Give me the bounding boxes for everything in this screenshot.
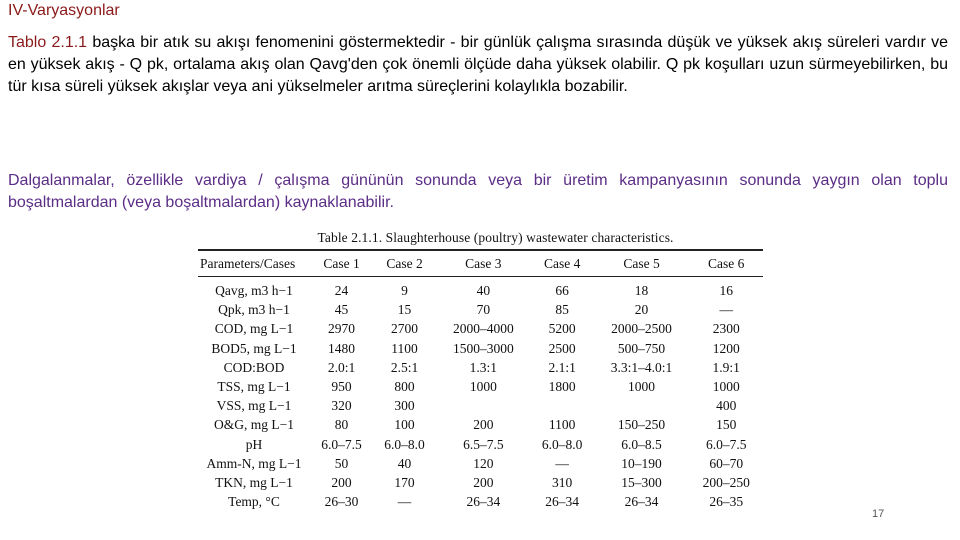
value-cell: 200 — [473, 474, 494, 490]
value-cell: 40 — [476, 283, 491, 299]
table-row — [198, 492, 763, 511]
header-cell: Case 4 — [531, 250, 594, 277]
value-cell: 15 — [397, 302, 412, 318]
value-cell: 200–250 — [702, 474, 750, 490]
header-cell: Case 3 — [436, 250, 531, 277]
value-cell: 45 — [334, 302, 349, 318]
section-heading: IV-Varyasyonlar — [8, 2, 120, 19]
value-cell: 2500 — [548, 340, 576, 356]
value-cell: 150–250 — [617, 417, 666, 433]
value-cell: 15–300 — [621, 474, 662, 490]
value-cell: 400 — [716, 398, 737, 414]
value-cell: 100 — [394, 417, 415, 433]
value-cell: 2000–2500 — [611, 321, 672, 337]
value-cell: 40 — [397, 455, 412, 471]
value-cell: 9 — [401, 283, 408, 299]
value-cell: 1500–3000 — [452, 340, 514, 356]
table-reference: Tablo 2.1.1 — [8, 34, 88, 51]
value-cell: 6.0–8.0 — [541, 436, 583, 452]
value-cell: 6.5–7.5 — [463, 436, 504, 452]
value-cell: — — [719, 302, 733, 318]
value-cell: 1100 — [548, 417, 576, 433]
table-header-row — [198, 250, 763, 277]
value-cell: — — [555, 455, 569, 471]
table-body — [198, 277, 763, 512]
table-row — [198, 319, 763, 338]
value-cell: 170 — [394, 474, 415, 490]
table-row — [198, 377, 763, 396]
value-cell: 26–34 — [545, 494, 580, 510]
value-cell: 6.0–8.5 — [621, 436, 662, 452]
value-cell: 320 — [331, 398, 352, 414]
value-cell: 26–30 — [324, 494, 359, 510]
value-cell: 70 — [476, 302, 491, 318]
value-cell: 1800 — [548, 379, 576, 395]
value-cell: 5200 — [548, 321, 576, 337]
value-cell: 200 — [331, 474, 352, 490]
value-cell: 18 — [634, 283, 649, 299]
parameter-cell: TKN, mg L−1 — [215, 474, 293, 490]
value-cell: 1200 — [712, 340, 740, 356]
table-row — [198, 396, 763, 415]
header-cell: Case 6 — [689, 250, 763, 277]
table-row — [198, 435, 763, 454]
value-cell — [531, 396, 594, 415]
value-cell: 1000 — [712, 379, 740, 395]
table-row — [198, 339, 763, 358]
header-cell: Case 2 — [373, 250, 436, 277]
header-cell: Parameters/Cases — [198, 250, 310, 277]
value-cell: 80 — [334, 417, 349, 433]
value-cell: 2.5:1 — [390, 359, 419, 375]
value-cell: 85 — [555, 302, 569, 318]
parameter-cell: Qavg, m3 h−1 — [215, 283, 293, 299]
value-cell: 200 — [473, 417, 494, 433]
parameter-cell: COD, mg L−1 — [214, 321, 294, 337]
paragraph-fluctuations: Dalgalanmalar, özellikle vardiya / çalışma gününün sonunda veya bir üretim kampanyasının sonunda yaygın olan toplu boşaltmalardan (veya boşaltmalardan) kaynaklanabilir. — [8, 172, 948, 211]
table-row — [198, 358, 763, 377]
paragraph-text: başka bir atık su akışı fenomenini göstermektedir - bir günlük çalışma sırasında düşük ve yüksek akış süreleri vardır ve en yüksek akış - Q pk, ortalama akış olan Qavg'den çok önemli ölçüde daha yüksek olabilir. Q pk koşulları uzun sürmeyebilirken, bu tür kısa süreli yüksek akışlar veya ani yükselmeler arıtma süreçlerini kolaylıkla bozabilir. — [8, 34, 949, 95]
value-cell: 2700 — [391, 321, 419, 337]
value-cell: 2000–4000 — [452, 321, 514, 337]
value-cell: 300 — [394, 398, 415, 414]
table-row — [198, 415, 763, 434]
wastewater-table — [198, 249, 763, 511]
value-cell: 60–70 — [709, 455, 744, 471]
value-cell: 800 — [394, 379, 415, 395]
value-cell: 2300 — [712, 321, 740, 337]
value-cell: 6.0–7.5 — [705, 436, 747, 452]
value-cell: 66 — [555, 283, 569, 299]
value-cell: 2970 — [328, 321, 356, 337]
value-cell: 500–750 — [617, 340, 666, 356]
value-cell: 50 — [334, 455, 349, 471]
value-cell: 26–35 — [709, 494, 744, 510]
value-cell: 1.3:1 — [469, 359, 498, 375]
value-cell: 10–190 — [621, 455, 662, 471]
value-cell: 1000 — [469, 379, 497, 395]
parameter-cell: Amm-N, mg L−1 — [206, 455, 302, 471]
value-cell: 1100 — [391, 340, 418, 356]
value-cell: 1480 — [328, 340, 356, 356]
value-cell: 20 — [634, 302, 649, 318]
value-cell: 310 — [552, 474, 573, 490]
paragraph-table-description — [8, 32, 948, 98]
value-cell: 6.0–7.5 — [321, 436, 362, 452]
parameter-cell: BOD5, mg L−1 — [211, 340, 297, 356]
parameter-cell: pH — [245, 436, 263, 452]
header-cell: Case 1 — [310, 250, 373, 277]
value-cell — [436, 396, 531, 415]
wastewater-table-figure — [198, 229, 763, 511]
value-cell: 6.0–8.0 — [384, 436, 425, 452]
parameter-cell: Temp, °C — [228, 494, 280, 510]
value-cell: 2.1:1 — [548, 359, 576, 375]
value-cell: 120 — [473, 455, 494, 471]
table-row — [198, 300, 763, 319]
table-row — [198, 454, 763, 473]
value-cell: 24 — [334, 283, 349, 299]
value-cell: 1000 — [628, 379, 656, 395]
header-cell: Case 5 — [594, 250, 690, 277]
parameter-cell: O&G, mg L−1 — [214, 417, 294, 433]
value-cell: 1.9:1 — [712, 359, 740, 375]
value-cell: 2.0:1 — [327, 359, 356, 375]
value-cell: 26–34 — [466, 494, 501, 510]
parameter-cell: COD:BOD — [223, 359, 285, 375]
page-number: 17 — [872, 508, 885, 520]
parameter-cell: Qpk, m3 h−1 — [218, 302, 290, 318]
table-row — [198, 473, 763, 492]
table-caption: Table 2.1.1. Slaughterhouse (poultry) wastewater characteristics. — [317, 230, 674, 245]
parameter-cell: VSS, mg L−1 — [216, 398, 292, 414]
table-row — [198, 277, 763, 301]
value-cell — [594, 396, 690, 415]
value-cell: — — [397, 494, 412, 510]
parameter-cell: TSS, mg L−1 — [217, 379, 291, 395]
value-cell: 950 — [331, 379, 352, 395]
value-cell: 150 — [716, 417, 737, 433]
value-cell: 3.3:1–4.0:1 — [610, 359, 673, 375]
value-cell: 16 — [719, 283, 733, 299]
value-cell: 26–34 — [624, 494, 659, 510]
